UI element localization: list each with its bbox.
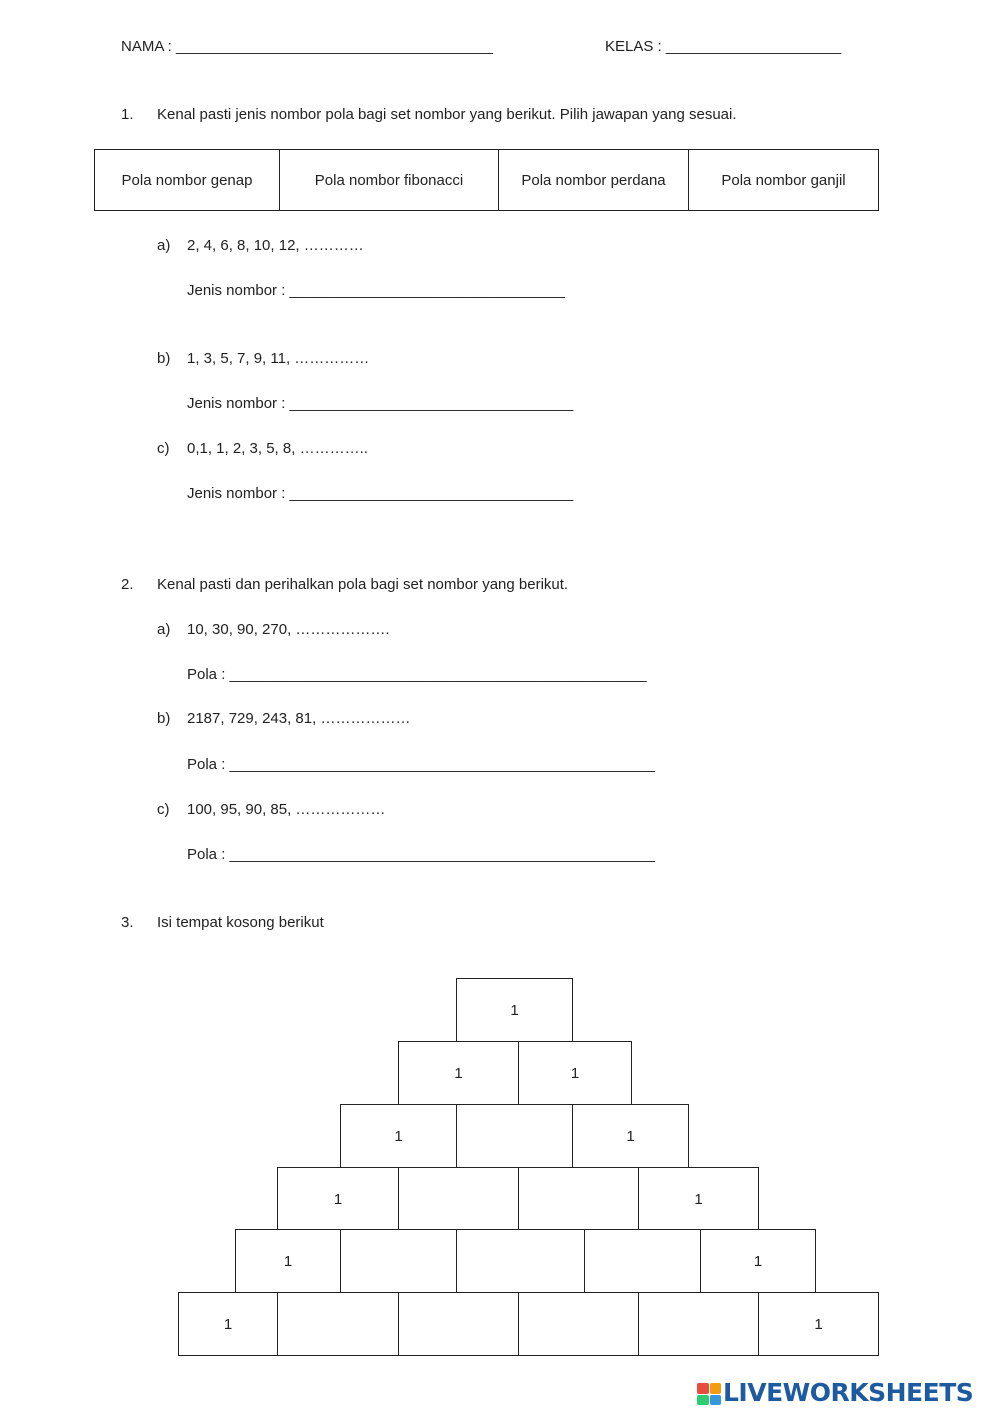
q2-number: 2.	[121, 576, 134, 593]
q1c-letter: c)	[157, 440, 170, 457]
q2a-answer-line[interactable]: Pola : __________________________________________________	[187, 666, 647, 683]
pyramid-cell[interactable]	[398, 1167, 519, 1231]
pyramid-cell: 1	[758, 1292, 879, 1356]
q1c-sequence: 0,1, 1, 2, 3, 5, 8, …………..	[187, 440, 368, 457]
pyramid-cell[interactable]	[456, 1229, 585, 1293]
pyramid-cell: 1	[518, 1041, 632, 1105]
name-field: NAMA : ______________________________________	[121, 38, 494, 55]
pyramid-cell[interactable]	[638, 1292, 759, 1356]
pyramid-cell[interactable]	[518, 1292, 639, 1356]
q1b-sequence: 1, 3, 5, 7, 9, 11, ……………	[187, 350, 370, 367]
liveworksheets-logo	[697, 1378, 993, 1408]
pyramid-cell[interactable]	[456, 1104, 573, 1168]
pyramid-cell: 1	[235, 1229, 341, 1293]
option-fibonacci: Pola nombor fibonacci	[280, 150, 499, 211]
pyramid-cell: 1	[277, 1167, 399, 1231]
q2b-letter: b)	[157, 710, 171, 727]
answer-options-table	[94, 149, 879, 211]
pyramid-cell: 1	[456, 978, 573, 1042]
q1b-letter: b)	[157, 350, 171, 367]
q2c-sequence: 100, 95, 90, 85, ………………	[187, 801, 386, 818]
class-field: KELAS : _____________________	[605, 38, 842, 55]
pyramid-cell[interactable]	[340, 1229, 457, 1293]
logo-icon	[697, 1383, 721, 1405]
q1a-letter: a)	[157, 237, 171, 254]
option-prime: Pola nombor perdana	[499, 150, 689, 211]
q1-number: 1.	[121, 106, 134, 123]
q2c-letter: c)	[157, 801, 170, 818]
q3-question: Isi tempat kosong berikut	[157, 914, 324, 931]
q2c-answer-line[interactable]: Pola : ___________________________________________________	[187, 846, 655, 863]
q3-number: 3.	[121, 914, 134, 931]
q2a-letter: a)	[157, 621, 171, 638]
pyramid-cell[interactable]	[518, 1167, 639, 1231]
pyramid-cell[interactable]	[584, 1229, 701, 1293]
q2-question: Kenal pasti dan perihalkan pola bagi set nombor yang berikut.	[157, 576, 569, 593]
pyramid-cell[interactable]	[277, 1292, 399, 1356]
logo-text: LIVEWORKSHEETS	[723, 1378, 974, 1407]
q1a-answer-line[interactable]: Jenis nombor : _________________________________	[187, 282, 565, 299]
pyramid-cell: 1	[638, 1167, 759, 1231]
pyramid-cell: 1	[178, 1292, 278, 1356]
q1b-answer-line[interactable]: Jenis nombor : __________________________________	[187, 395, 574, 412]
q2b-sequence: 2187, 729, 243, 81, ………………	[187, 710, 411, 727]
q2b-answer-line[interactable]: Pola : ___________________________________________________	[187, 756, 655, 773]
q2a-sequence: 10, 30, 90, 270, ……………….	[187, 621, 390, 638]
pyramid-cell: 1	[700, 1229, 816, 1293]
option-even: Pola nombor genap	[95, 150, 280, 211]
q1c-answer-line[interactable]: Jenis nombor : __________________________________	[187, 485, 574, 502]
pyramid-cell: 1	[340, 1104, 457, 1168]
option-odd: Pola nombor ganjil	[689, 150, 879, 211]
q1-question: Kenal pasti jenis nombor pola bagi set nombor yang berikut. Pilih jawapan yang sesuai.	[157, 106, 737, 123]
pyramid-cell: 1	[398, 1041, 519, 1105]
pyramid-cell[interactable]	[398, 1292, 519, 1356]
q1a-sequence: 2, 4, 6, 8, 10, 12, …………	[187, 237, 364, 254]
pyramid-cell: 1	[572, 1104, 689, 1168]
